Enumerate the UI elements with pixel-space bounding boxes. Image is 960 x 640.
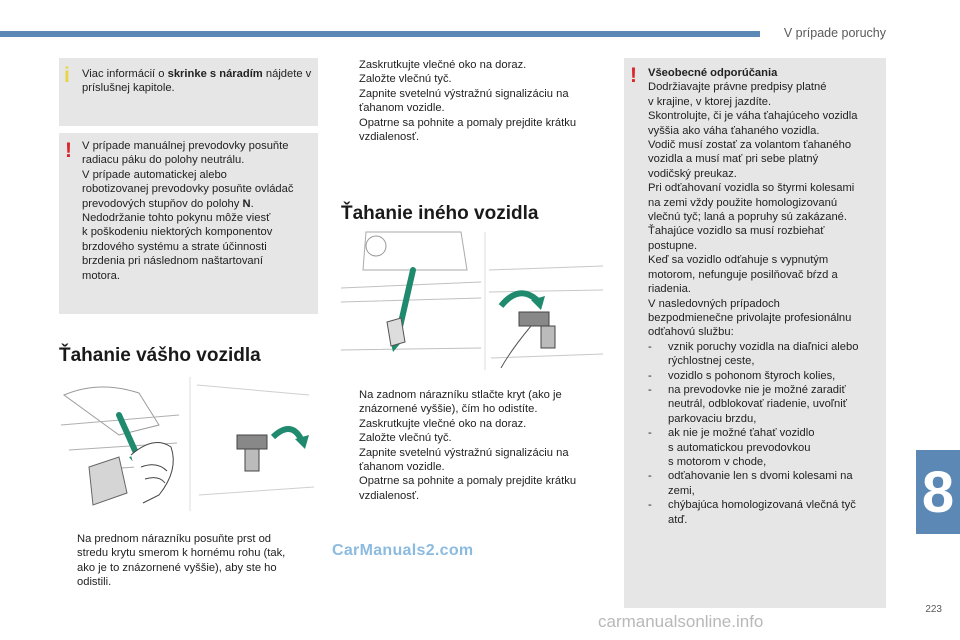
list-item: Na zadnom nárazníku stlačte kryt (ako je znázornené vyššie), čím ho odistíte. xyxy=(359,389,562,416)
info-mark-icon: i xyxy=(64,64,70,87)
list-item: Zapnite svetelnú výstražnú signalizáciu na ťahanom vozidle. xyxy=(359,87,569,115)
footer-watermark: carmanualsonline.info xyxy=(598,612,764,631)
recommendations-cases xyxy=(648,340,884,527)
recommendations-title: Všeobecné odporúčania xyxy=(648,67,778,79)
rear-bumper-illustration xyxy=(341,230,603,372)
list-item: Na prednom nárazníku posuňte prst od stredu krytu smerom k hornému rohu (tak, ako je to znázornené vyššie), aby ste ho odistili. xyxy=(77,533,286,589)
recommendations-box xyxy=(624,58,886,608)
list-item: - chýbajúca homologizovaná vlečná tyč atď. xyxy=(648,499,856,526)
warning-text: V prípade manuálnej prevodovky posuňte radiacu páku do polohy neutrálu. V prípade automatickej alebo robotizovanej prevodovky posuňte ovládač prevodových stupňov do polohy N. Nedodržanie tohto pokynu môže viesť k poškodeniu niektorých komponentov brzdového systému a strate účinnosti brzdenia pri následnom naštartovaní motora. xyxy=(82,140,294,282)
list-item: Opatrne sa pohnite a pomaly prejdite krátku vzdialenosť. xyxy=(359,475,577,502)
chapter-tab: 8 xyxy=(916,450,960,534)
recommendations-text: Všeobecné odporúčania Dodržiavajte právne predpisy platné v krajine, v ktorej jazdíte. Skontrolujte, či je váha ťahajúceho vozidla vyššia ako váha ťahaného vozidla. Vodič musí zostať za volantom ťahaného vozidla a musí mať pri sebe platný vodičský preukaz. Pri odťahovaní vozidla so štyrmi kolesami na zemi vždy použite homologizovanú vlečnú tyč; laná a popruhy sú zakázané. Ťahajúce vozidlo sa musí rozbiehať postupne. Keď sa vozidlo odťahuje s vypnutým motorom, nefunguje posilňovač bŕzd a riadenia. V nasledovných prípadoch bezpodmienečne privolajte profesionálnu odťahovú službu: - vznik poruchy vozidla na diaľnici alebo rýchlostnej ceste, - vozidlo s pohonom štyroch kolies, - na prevodovke nie je možné zaradiť neutrál, odblokovať riadenie, uvoľniť parkovaciu brzdu, - ak nie je možné ťahať vozidlo s automatickou prevodovkou s motorom v chode, - odťahovanie len s dvomi kolesami na zemi, - chýbajúca homologizovaná vlečná tyč atď. xyxy=(648,66,884,527)
other-vehicle-steps xyxy=(341,388,609,503)
own-vehicle-steps xyxy=(59,532,319,590)
list-item: Založte vlečnú tyč. xyxy=(359,73,452,86)
list-item: - vznik poruchy vozidla na diaľnici alebo rýchlostnej ceste, xyxy=(648,340,859,368)
list-item: Zapnite svetelnú výstražnú signalizáciu na ťahanom vozidle. xyxy=(359,446,569,474)
list-item: - vozidlo s pohonom štyroch kolies, xyxy=(648,369,836,382)
heading-own-vehicle: Ťahanie vášho vozidla xyxy=(59,345,261,366)
info-bold-text: skrinke s náradím xyxy=(167,68,263,80)
warning-mark-icon: ! xyxy=(630,64,637,87)
list-item: - ak nie je možné ťahať vozidlo s automatickou prevodovkou s motorom v chode, xyxy=(648,427,815,468)
list-item: Opatrne sa pohnite a pomaly prejdite krátku vzdialenosť. xyxy=(359,116,577,144)
header-accent-bar xyxy=(0,31,760,37)
page-number: 223 xyxy=(925,604,942,615)
list-item: Zaskrutkujte vlečné oko na doraz. xyxy=(359,59,527,71)
list-item: Zaskrutkujte vlečné oko na doraz. xyxy=(359,417,527,430)
list-item: - na prevodovke nie je možné zaradiť neutrál, odblokovať riadenie, uvoľniť parkovaciu brzdu, xyxy=(648,383,847,425)
watermark-link[interactable]: CarManuals2.com xyxy=(332,542,474,559)
figure-front-bumper xyxy=(59,375,320,513)
towing-steps-continued xyxy=(341,58,609,144)
figure-rear-bumper xyxy=(341,230,603,372)
list-item: - odťahovanie len s dvomi kolesami na zemi, xyxy=(648,470,853,497)
section-title: V prípade poruchy xyxy=(783,26,886,40)
list-item: Založte vlečnú tyč. xyxy=(359,432,452,445)
info-text: Viac informácií o skrinke s náradím nájdete v príslušnej kapitole. xyxy=(82,68,312,95)
warning-mark-icon: ! xyxy=(65,139,72,162)
front-bumper-illustration xyxy=(59,375,320,513)
warning-box-transmission xyxy=(59,133,318,314)
heading-other-vehicle: Ťahanie iného vozidla xyxy=(341,203,539,224)
info-box xyxy=(59,58,318,126)
